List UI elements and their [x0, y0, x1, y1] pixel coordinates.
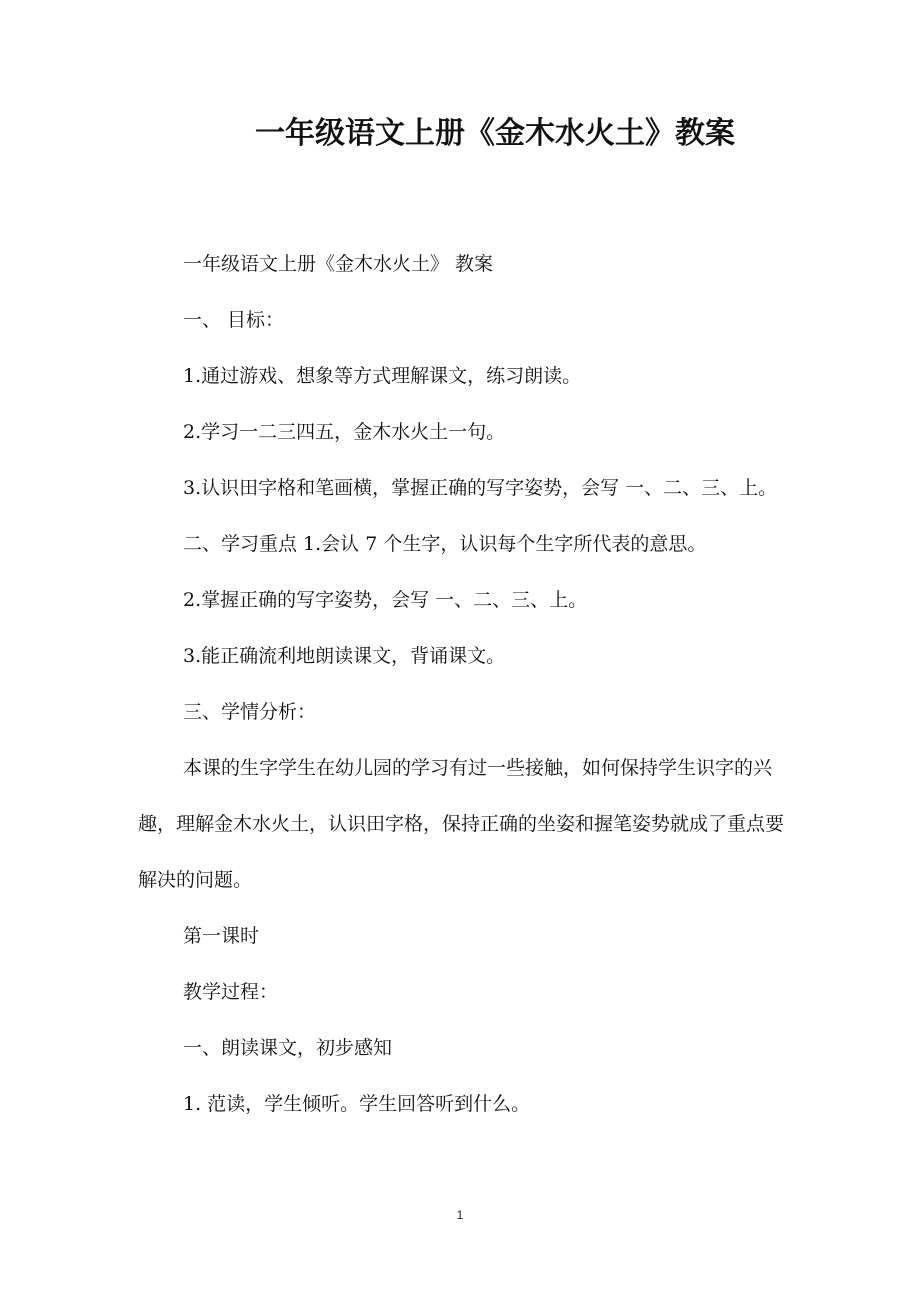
document-title: 一年级语文上册《金木水火土》教案: [255, 116, 735, 151]
paragraph-heading: 一年级语文上册《金木水火土》 教案: [183, 253, 494, 275]
paragraph-focus-1: 二、学习重点 1.会认 7 个生字，认识每个生字所代表的意思。: [183, 533, 707, 555]
paragraph-focus-2: 2.掌握正确的写字姿势，会写 一、二、三、上。: [183, 589, 588, 611]
paragraph-analysis: 本课的生字学生在幼儿园的学习有过一些接触，如何保持学生识字的兴趣，理解金木水火土，认识田字格，保持正确的坐姿和握笔姿势就成了重点要解决的问题。: [138, 757, 785, 891]
paragraph-step-1-1: 1. 范读，学生倾听。学生回答听到什么。: [183, 1093, 531, 1115]
page-number: 1: [456, 1208, 464, 1222]
paragraph-focus-3: 3.能正确流利地朗读课文，背诵课文。: [183, 645, 506, 667]
document-body: [138, 236, 788, 1132]
paragraph-goals-heading: 一、 目标：: [183, 309, 285, 331]
paragraph-lesson-one: 第一课时: [183, 925, 260, 947]
paragraph-process-heading: 教学过程：: [183, 981, 279, 1003]
paragraph-goal-3: 3.认识田字格和笔画横，掌握正确的写字姿势，会写 一、二、三、上。: [183, 477, 778, 499]
paragraph-step-1-heading: 一、朗读课文，初步感知: [183, 1037, 393, 1059]
paragraph-goal-2: 2.学习一二三四五，金木水火土一句。: [183, 421, 506, 443]
paragraph-goal-1: 1.通过游戏、想象等方式理解课文，练习朗读。: [183, 365, 582, 387]
paragraph-analysis-heading: 三、学情分析：: [183, 701, 317, 723]
